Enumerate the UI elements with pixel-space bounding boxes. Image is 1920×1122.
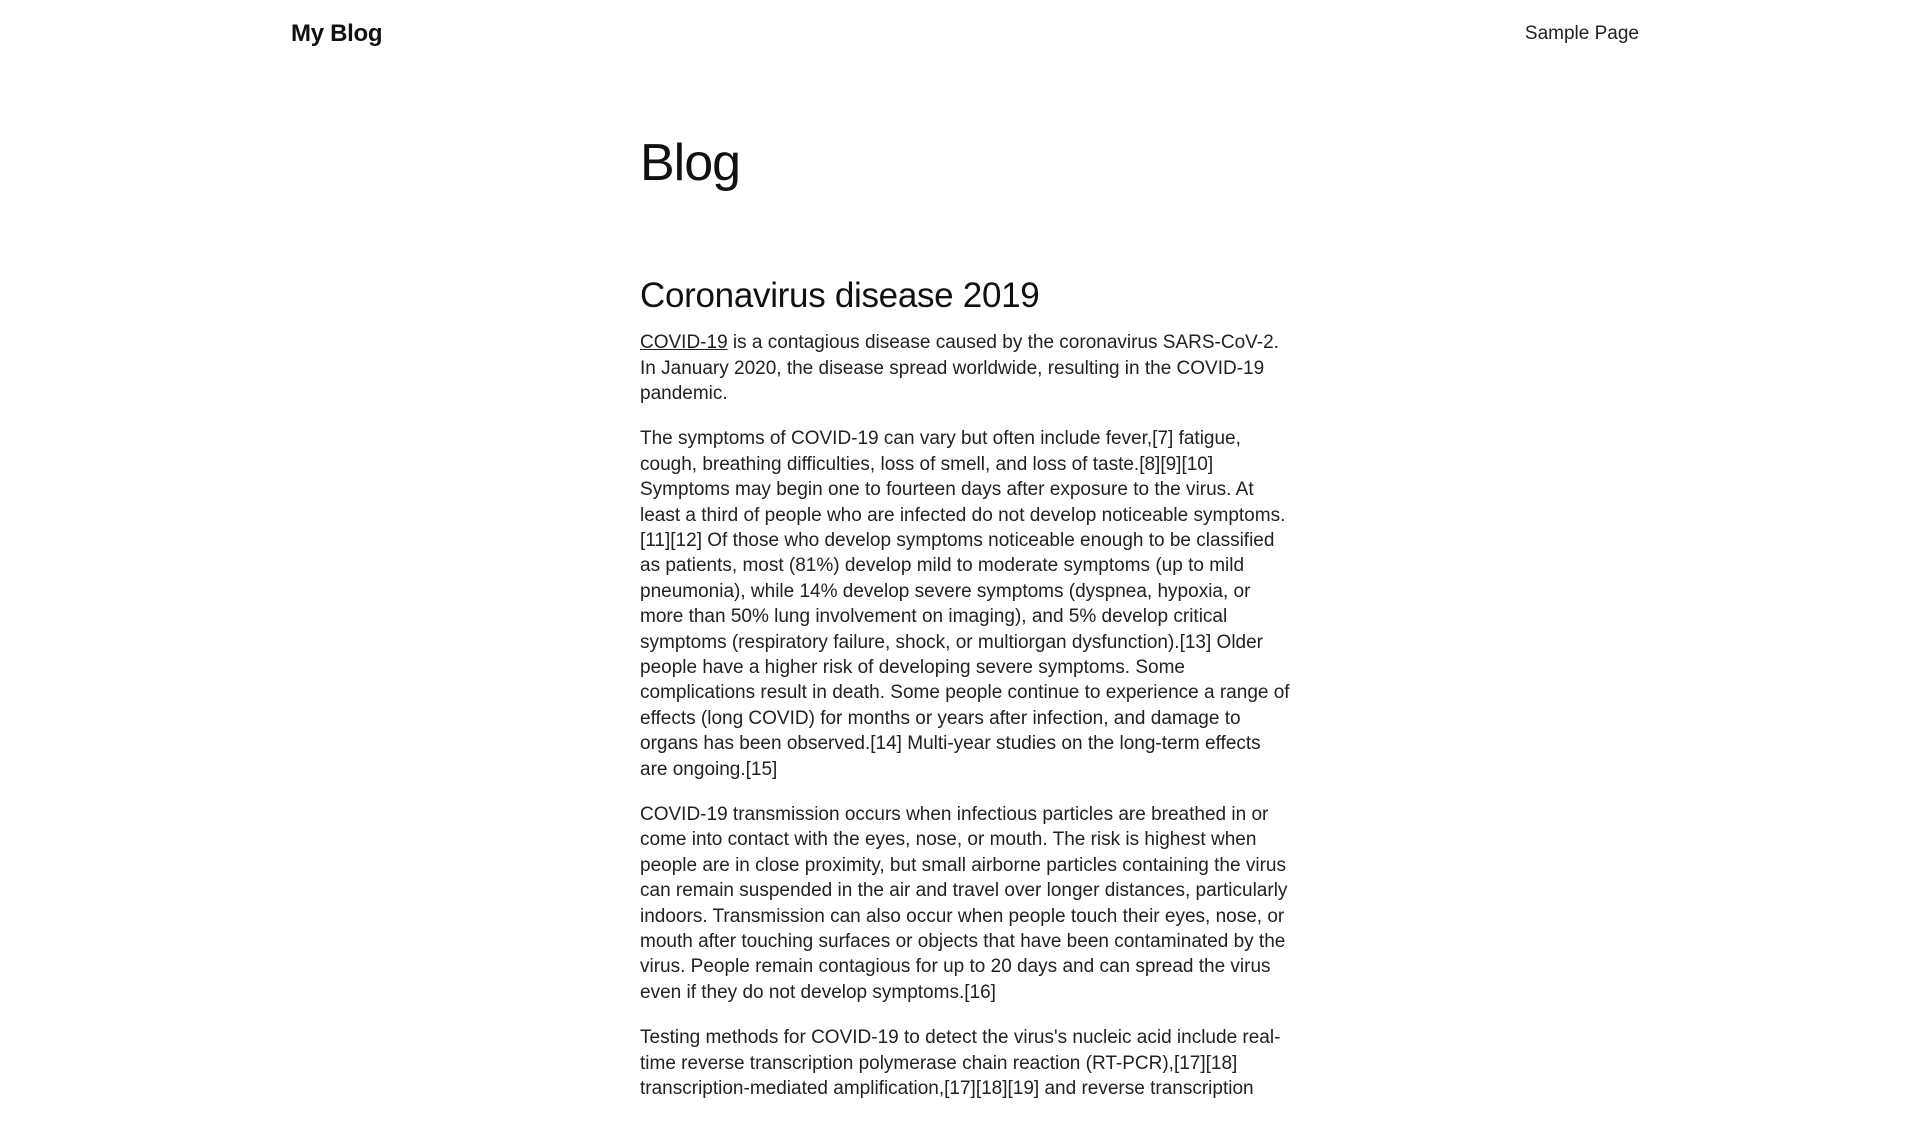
post-body <box>640 330 1290 1101</box>
post-paragraph <box>640 330 1290 406</box>
post-paragraph: Testing methods for COVID-19 to detect the virus's nucleic acid include real-time reverse transcription polymerase chain reaction (RT-PCR),[17][18] transcription-mediated amplification,[17][18][19] and reverse transcription <box>640 1027 1281 1100</box>
site-header <box>0 0 1920 72</box>
post-paragraph: COVID-19 transmission occurs when infectious particles are breathed in or come into contact with the eyes, nose, or mouth. The risk is highest when people are in close proximity, but small airborne particles containing the virus can remain suspended in the air and travel over longer distances, particularly indoors. Transmission can also occur when people touch their eyes, nose, or mouth after touching surfaces or objects that have been contaminated by the virus. People remain contagious for up to 20 days and can spread the virus even if they do not develop symptoms.[16] <box>640 804 1288 1003</box>
nav-link-sample-page[interactable]: Sample Page <box>1524 23 1639 44</box>
paragraph-text: is a contagious disease caused by the coronavirus SARS-CoV-2. In January 2020, the disease spread worldwide, resulting in the COVID-19 pandemic. <box>640 332 1279 404</box>
post-paragraph: The symptoms of COVID-19 can vary but often include fever,[7] fatigue, cough, breathing difficulties, loss of smell, and loss of taste.[8][9][10] Symptoms may begin one to fourteen days after exposure to the virus. At least a third of people who are infected do not develop noticeable symptoms.[11][12] Of those who develop symptoms noticeable enough to be classified as patients, most (81%) develop mild to moderate symptoms (up to mild pneumonia), while 14% develop severe symptoms (dyspnea, hypoxia, or more than 50% lung involvement on imaging), and 5% develop critical symptoms (respiratory failure, shock, or multiorgan dysfunction).[13] Older people have a higher risk of developing severe symptoms. Some complications result in death. Some people continue to experience a range of effects (long COVID) for months or years after infection, and damage to organs has been observed.[14] Multi-year studies on the long-term effects are ongoing.[15] <box>640 428 1290 780</box>
covid-19-link[interactable]: COVID-19 <box>640 332 728 354</box>
post-title[interactable]: Coronavirus disease 2019 <box>640 276 1040 316</box>
page-title: Blog <box>640 134 741 192</box>
main-content <box>640 132 1290 1122</box>
site-title-link[interactable]: My Blog <box>291 20 383 47</box>
blog-post <box>640 274 1290 1101</box>
